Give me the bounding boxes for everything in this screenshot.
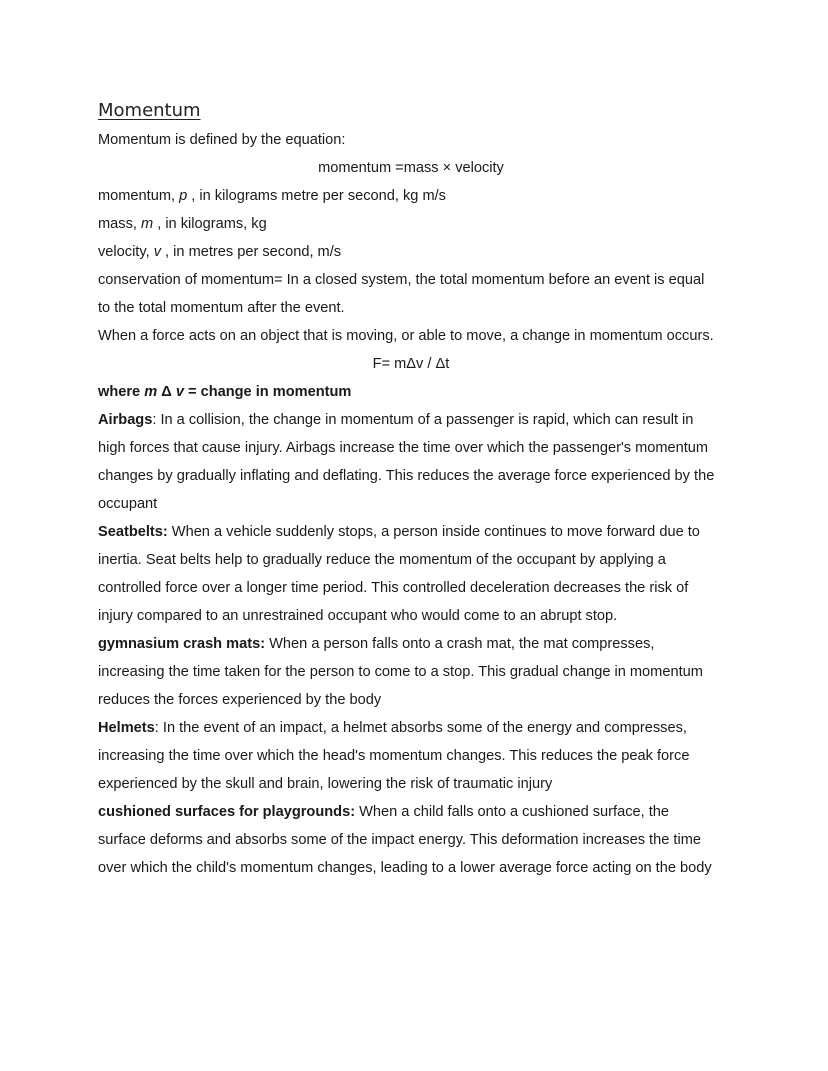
symbol-m: m <box>140 216 154 232</box>
force-intro: When a force acts on an object that is moving, or able to move, a change in momentum occurs. <box>98 328 714 344</box>
momentum-equation: momentum =mass × velocity <box>318 160 504 176</box>
symbol-v: v <box>153 244 161 260</box>
definition-mass: mass, m , in kilograms, kg <box>98 216 267 232</box>
definition-momentum: momentum, p , in kilograms metre per second, kg m/s <box>98 188 446 204</box>
definition-velocity: velocity, v , in metres per second, m/s <box>98 244 342 260</box>
term-helmets: Helmets <box>98 720 155 736</box>
where-definition: where m Δ v = change in momentum <box>98 384 352 400</box>
symbol-p: p <box>179 188 188 204</box>
application-helmets: Helmets: In the event of an impact, a helmet absorbs some of the energy and compresses, increasing the time over which the head's momentum changes. This reduces the peak force experienced by the skull and brain, lowering the risk of traumatic injury <box>98 720 690 792</box>
application-airbags: Airbags: In a collision, the change in momentum of a passenger is rapid, which can result in high forces that cause injury. Airbags increase the time over which the passenger's momentum changes by gradually inflating and deflating. This reduces the average force experienced by the occupant <box>98 412 715 512</box>
application-seatbelts: Seatbelts: When a vehicle suddenly stops, a person inside continues to move forward due to inertia. Seat belts help to gradually reduce the momentum of the occupant by applying a controlled force over a longer time period. This controlled deceleration decreases the risk of injury compared to an unrestrained occupant who would come to an abrupt stop. <box>98 524 700 624</box>
intro-text: Momentum is defined by the equation: <box>98 132 346 148</box>
term-seatbelts: Seatbelts: <box>98 524 168 540</box>
term-cushioned-surfaces: cushioned surfaces for playgrounds: <box>98 804 356 820</box>
conservation-line-2: to the total momentum after the event. <box>98 300 345 316</box>
conservation-line-1: conservation of momentum= In a closed system, the total momentum before an event is equal <box>98 272 705 288</box>
term-crash-mats: gymnasium crash mats: <box>98 636 266 652</box>
page-title: Momentum <box>98 100 201 121</box>
force-equation: F= mΔv / Δt <box>372 356 450 372</box>
document-page <box>98 98 738 882</box>
application-crash-mats: gymnasium crash mats: When a person falls onto a crash mat, the mat compresses, increasing the time taken for the person to come to a stop. This gradual change in momentum reduces the forces experienced by the body <box>98 636 703 708</box>
application-cushioned-surfaces: cushioned surfaces for playgrounds: When a child falls onto a cushioned surface, the surface deforms and absorbs some of the impact energy. This deformation increases the time over which the child's momentum changes, leading to a lower average force acting on the body <box>98 804 712 876</box>
term-airbags: Airbags <box>98 412 153 428</box>
